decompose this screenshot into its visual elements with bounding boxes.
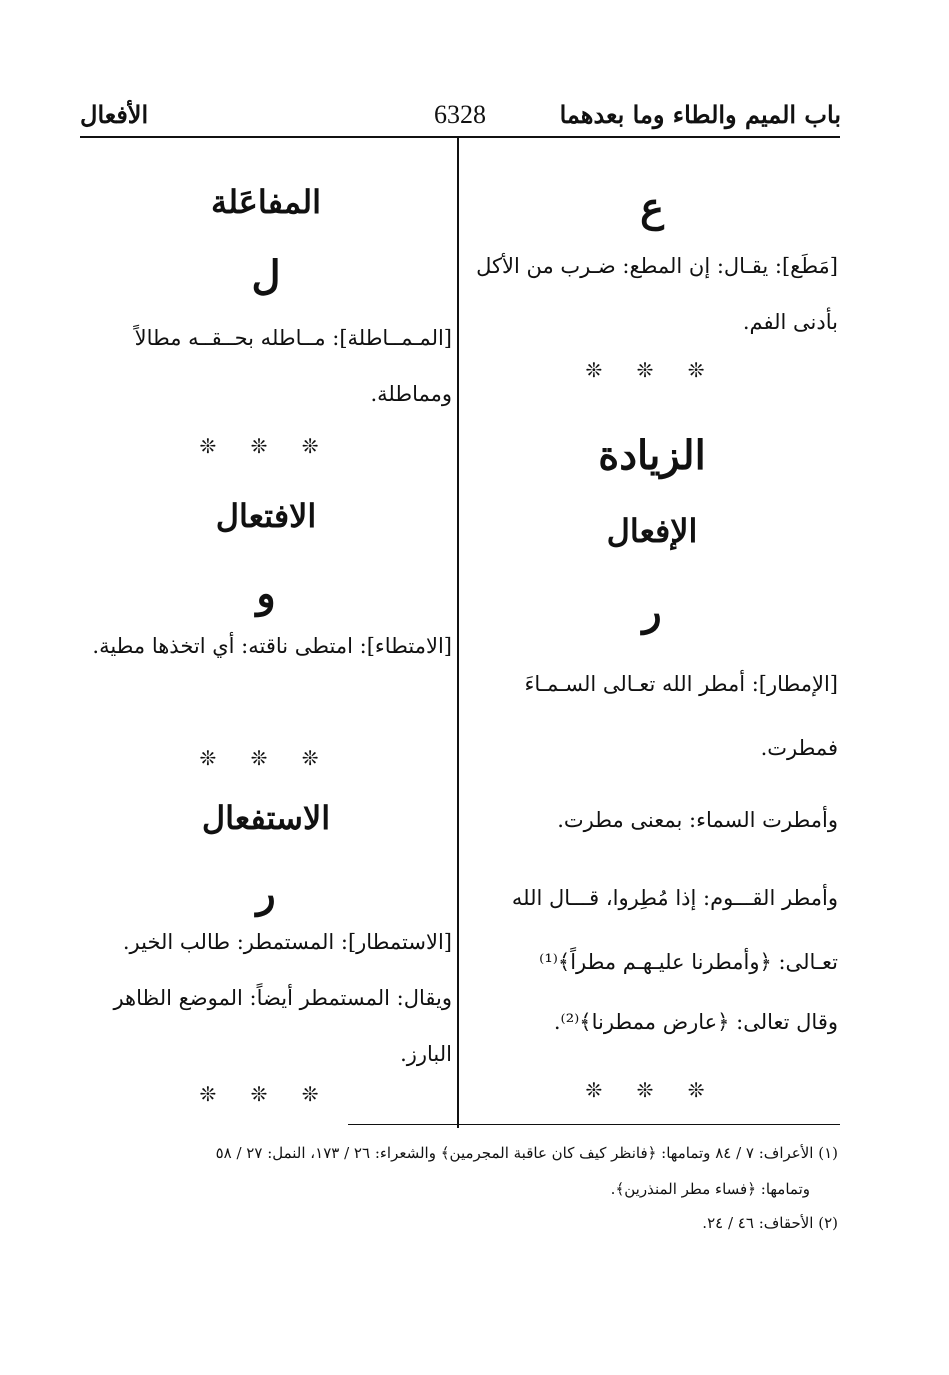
- footnote-1: (١) الأعراف: ٧ / ٨٤ وتمامها: ﴿فانظر كيف كان عاقبة المجرمين﴾ والشعراء: ٢٦ / ١٧٣، النمل: ٢٧ / ٥٨: [215, 1144, 838, 1162]
- section-heading-istifaal: الاستفعال: [201, 799, 331, 837]
- paragraph: وأمطر القـــوم: إذا مُطِروا، قـــال الله تعـالى: ﴿وأمطرنا عليـهـم مطراً﴾⁽¹⁾: [511, 886, 838, 974]
- letter-heading-ra: ر: [256, 870, 276, 917]
- footnote-1-continued: وتمامها: ﴿فساء مطر المنذرين﴾.: [610, 1180, 810, 1198]
- section-separator: ❊ ❊ ❊: [199, 746, 333, 770]
- entry-imtita: [الامتطاء]: امتطى ناقته: أي اتخذها مطية.: [92, 634, 452, 658]
- paragraph: ويقال: المستمطر أيضاً: الموضع الظاهر البارز.: [113, 986, 452, 1066]
- page-number: 6328: [434, 100, 486, 129]
- entry-istimtar: [الاستمطار]: المستمطر: طالب الخير.: [122, 930, 452, 954]
- column-divider: [457, 138, 459, 1128]
- section-heading-iftiaal: الافتعال: [215, 497, 317, 535]
- section-separator: ❊ ❊ ❊: [585, 358, 719, 382]
- section-heading-mufaala: المفاعَلة: [211, 183, 321, 221]
- letter-heading-lam: ل: [251, 252, 281, 299]
- section-separator: ❊ ❊ ❊: [199, 434, 333, 458]
- header-rule: [80, 136, 840, 138]
- section-separator: ❊ ❊ ❊: [585, 1078, 719, 1102]
- section-heading-ifaal: الإفعال: [606, 512, 698, 550]
- running-head-right: باب الميم والطاء وما بعدهما: [559, 100, 841, 129]
- section-heading-ziyada: الزيادة: [598, 432, 706, 479]
- entry-imtar: [الإمطار]: أمطر الله تعـالى السـمـاءَ فمطرت.: [524, 672, 838, 760]
- running-head-left: الأفعال: [80, 100, 149, 129]
- footnote-2: (٢) الأحقاف: ٤٦ / ٢٤.: [702, 1214, 838, 1232]
- letter-heading-waw: و: [256, 570, 276, 617]
- entry-mumatala: [المـمــاطلة]: مــاطله بحــقــه مطالاً ومماطلة.: [134, 326, 452, 406]
- letter-heading-ra: ر: [642, 588, 662, 635]
- paragraph: وقال تعالى: ﴿عارض ممطرنا﴾⁽²⁾.: [553, 1010, 838, 1034]
- footnote-rule: [348, 1124, 840, 1125]
- section-separator: ❊ ❊ ❊: [199, 1082, 333, 1106]
- paragraph: وأمطرت السماء: بمعنى مطرت.: [557, 808, 838, 832]
- entry-mata: [مَطَع]: يقـال: إن المطع: ضـرب من الأكل بأدنى الفم.: [476, 254, 838, 334]
- letter-heading-ayn: ع: [640, 184, 664, 231]
